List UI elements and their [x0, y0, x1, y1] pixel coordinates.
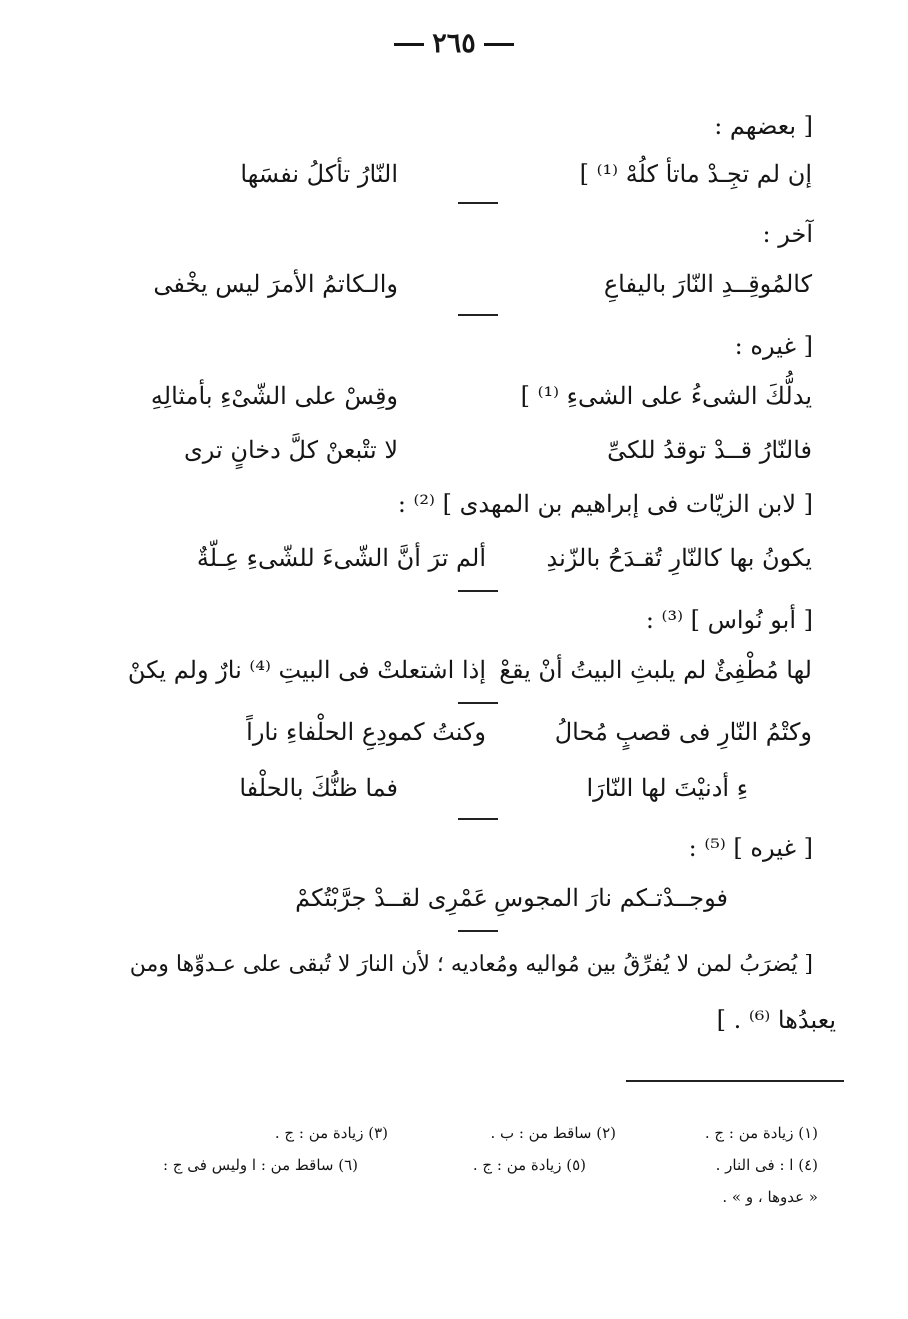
intro-line: [ أبو نُواس ] ⁽³⁾ : — [645, 606, 813, 634]
intro-line: [ غيره : — [734, 332, 813, 360]
verse-second-hemistich: كالمُوقِــدِ النّارَ باليفاعِ — [603, 270, 812, 298]
verse-first-hemistich: وقِسْ على الشّىْءِ بأمثالِهِ — [150, 382, 398, 410]
footnote-rule — [626, 1080, 844, 1082]
verse-first-hemistich: عَمْرِى لقــدْ جرَّبْتُكمْ — [295, 884, 488, 912]
hemistich-separator — [458, 202, 498, 204]
intro-line: [ بعضهم : — [714, 112, 813, 140]
verse-second-hemistich: لها مُطْفِئٌ لم يلبثِ البيتُ أنْ يقعْ — [499, 656, 812, 684]
hemistich-separator — [458, 930, 498, 932]
intro-line: آخر : — [762, 220, 813, 248]
intro-line: [ لابن الزيّات فى إبراهيم بن المهدى ] ⁽²⁾ : — [397, 490, 813, 518]
verse-second-hemistich: إن لم تجِـدْ ماتأ كلُهْ ⁽¹⁾ ] — [579, 160, 812, 188]
verse-second-hemistich: فالنّارُ قــدْ توقدُ للكىِّ — [607, 436, 812, 464]
hemistich-separator — [458, 702, 498, 704]
verse-first-hemistich: إذا اشتعلتْ فى البيتِ ⁽⁴⁾ نارٌ ولم يكنْ — [127, 656, 486, 684]
footnote: (٣) زيادة من : ج . — [274, 1124, 388, 1142]
page-number-text: ٢٦٥ — [432, 28, 476, 59]
footnote: (٢) ساقط من : ب . — [490, 1124, 616, 1142]
verse-second-hemistich: ءِ أدنيْتَ لها النّارَا — [586, 774, 748, 802]
prose-line: يعبدُها ⁽⁶⁾ . ] — [716, 1006, 836, 1034]
footnote: (١) زيادة من : ج . — [704, 1124, 818, 1142]
dash-right — [484, 43, 514, 46]
verse-first-hemistich: فما ظنُّكَ بالحلْفا — [239, 774, 398, 802]
footnote: « عدوها ، و » . — [722, 1188, 818, 1206]
verse-second-hemistich: يدلُّكَ الشىءُ على الشىءِ ⁽¹⁾ ] — [520, 382, 812, 410]
hemistich-separator — [458, 818, 498, 820]
prose-line: [ يُضرَبُ لمن لا يُفرِّقُ بين مُواليه ومُعاديه ؛ لأن النارَ لا تُبقى على عـدوِّها ومن — [129, 952, 813, 977]
verse-first-hemistich: ألم ترَ أنَّ الشّىءَ للشّىءِ عِـلّةٌ — [196, 544, 486, 572]
hemistich-separator — [458, 314, 498, 316]
verse-first-hemistich: وكنتُ كمودِعِ الحلْفاءِ ناراً — [246, 718, 486, 746]
verse-first-hemistich: والـكاتمُ الأمرَ ليس يخْفى — [153, 270, 398, 298]
verse-second-hemistich: فوجــدْتـكم نارَ المجوسِ — [493, 884, 728, 912]
hemistich-separator — [458, 590, 498, 592]
verse-second-hemistich: يكونُ بها كالنّارِ تُقـدَحُ بالزّندِ — [546, 544, 812, 572]
verse-first-hemistich: لا تتْبعنْ كلَّ دخانٍ ترى — [184, 436, 398, 464]
footnote: (٦) ساقط من : ا وليس فى ج : — [162, 1156, 358, 1174]
intro-line: [ غيره ] ⁽⁵⁾ : — [688, 834, 813, 862]
dash-left — [394, 43, 424, 46]
page-number — [0, 28, 908, 59]
footnote: (٥) زيادة من : ج . — [472, 1156, 586, 1174]
verse-second-hemistich: وكتْمُ النّارِ فى قصبٍ مُحالُ — [554, 718, 812, 746]
verse-first-hemistich: النّارُ تأكلُ نفسَها — [240, 160, 398, 188]
footnote: (٤) ا : فى النار . — [715, 1156, 818, 1174]
